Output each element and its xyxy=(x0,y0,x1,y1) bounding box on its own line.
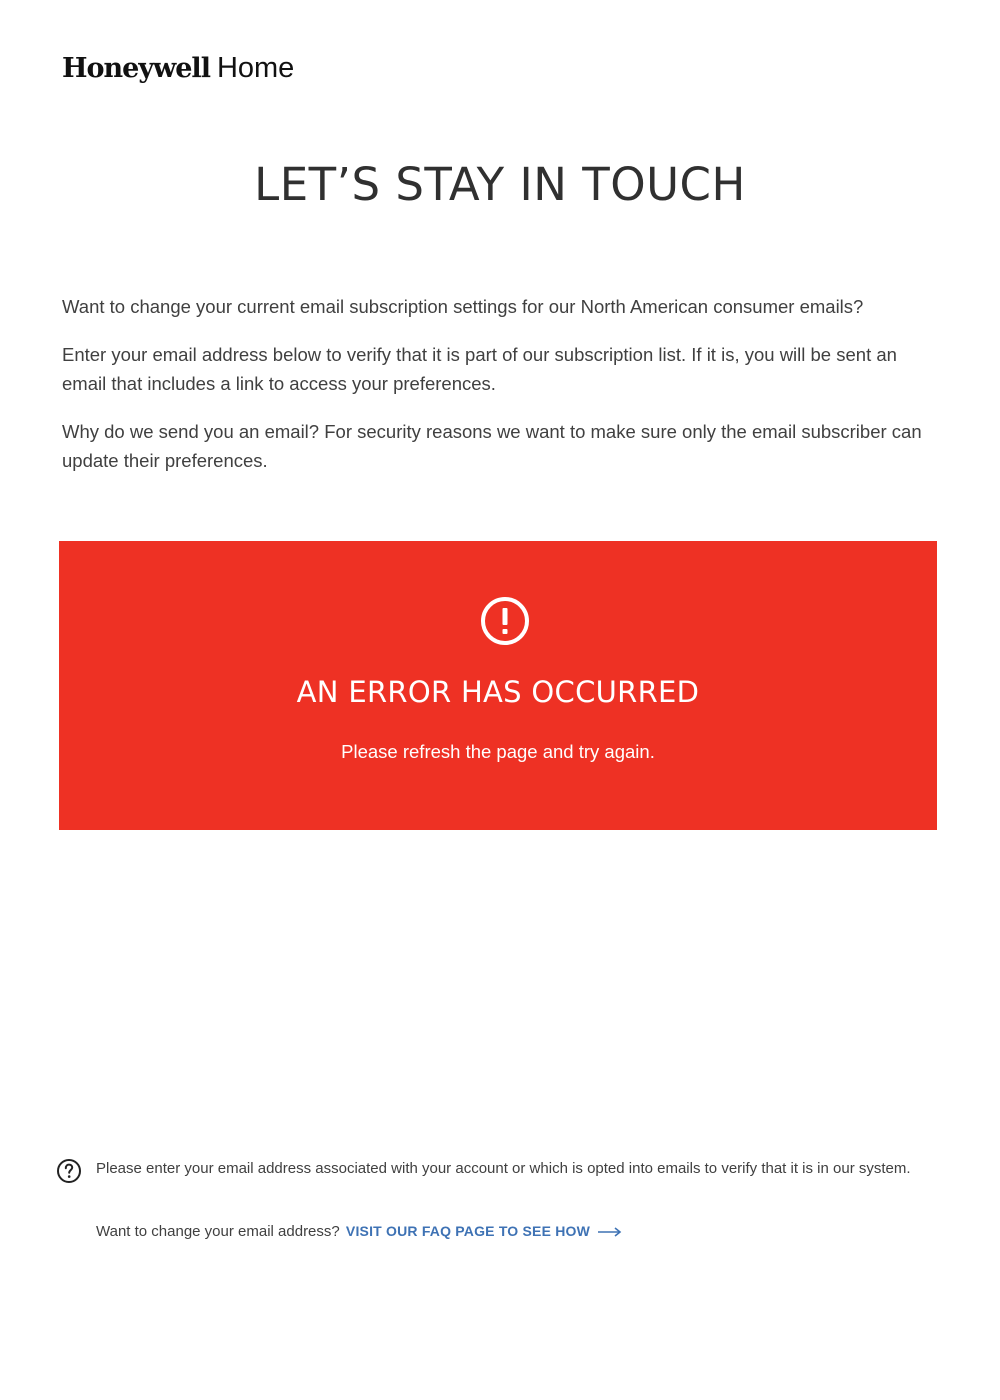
question-circle-icon xyxy=(56,1158,82,1184)
faq-link-label: VISIT OUR FAQ PAGE TO SEE HOW xyxy=(345,1223,591,1239)
logo-sub: Home xyxy=(216,52,295,84)
page-title: LET’S STAY IN TOUCH xyxy=(254,158,746,211)
faq-line xyxy=(96,1223,916,1240)
honeywell-home-logo[interactable] xyxy=(62,52,294,92)
help-text: Please enter your email address associated with your account or which is opted into emails to verify that it is in our system. xyxy=(96,1160,911,1177)
error-panel xyxy=(59,541,937,830)
intro-paragraph: Why do we send you an email? For security reasons we want to make sure only the email subscriber can update their preferences. xyxy=(62,421,922,471)
arrow-right-icon xyxy=(598,1227,622,1237)
faq-prompt: Want to change your email address? xyxy=(96,1223,340,1240)
exclamation-circle-icon xyxy=(480,596,530,646)
error-title: AN ERROR HAS OCCURRED xyxy=(296,675,700,709)
error-message: Please refresh the page and try again. xyxy=(341,741,655,762)
intro-paragraph: Want to change your current email subscription settings for our North American consumer emails? xyxy=(62,296,864,317)
intro-paragraph: Enter your email address below to verify that it is part of our subscription list. If it is, you will be sent an email that includes a link to access your preferences. xyxy=(62,344,897,394)
faq-link[interactable] xyxy=(346,1223,622,1239)
logo-brand: Honeywell xyxy=(62,53,210,84)
intro-text xyxy=(62,292,942,494)
